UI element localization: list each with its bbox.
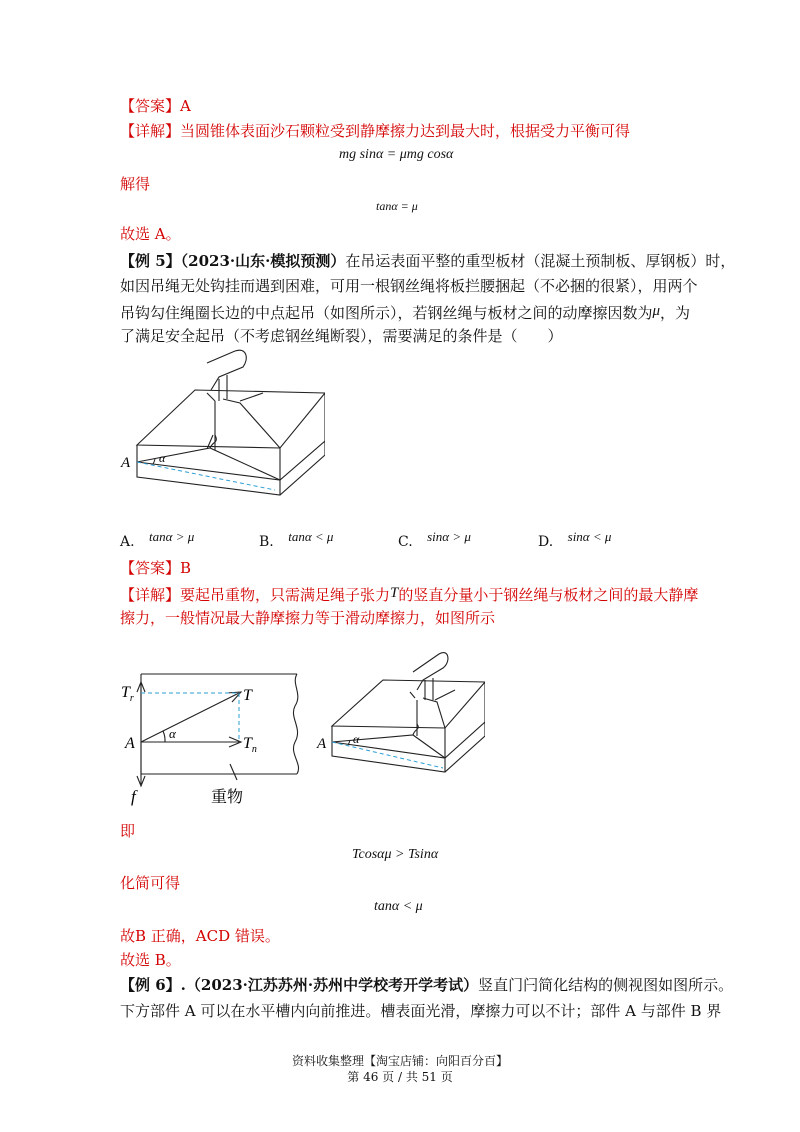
footer-source: 资料收集整理【淘宝店铺：向阳百分百】	[291, 1054, 508, 1068]
option-b[interactable]	[259, 529, 333, 550]
answer-label: 【答案】	[120, 97, 181, 115]
example5-text1: 在吊运表面平整的重型板材（混凝土预制板、厚钢板）时，	[345, 252, 736, 270]
option-c[interactable]	[398, 529, 471, 550]
option-d-expr: sinα < μ	[567, 529, 612, 544]
option-d[interactable]	[538, 529, 611, 550]
example5-line3	[120, 301, 690, 323]
choose-line-1: 故选 A。	[120, 225, 181, 243]
answer-line-1	[120, 96, 191, 116]
figure-board-lifting	[115, 345, 325, 505]
figure-force-diagram	[115, 660, 310, 810]
detail-line-1	[120, 121, 630, 141]
figure3-label-alpha: α	[353, 732, 360, 746]
answer-value: A	[180, 97, 191, 115]
example5-text3b: ，为	[660, 304, 691, 322]
equation-1: mg sinα = μmg cosα	[339, 147, 454, 162]
example5-mu: μ	[652, 303, 661, 319]
example6-source: （2023·江苏苏州·苏州中学校考开学考试）	[185, 976, 479, 994]
example5-line1	[120, 251, 735, 271]
example6-label: 【例 6】.	[120, 976, 186, 994]
option-b-letter: B.	[259, 534, 274, 550]
option-a-letter: A.	[120, 534, 135, 550]
equation-2: tanα = μ	[376, 199, 418, 213]
option-d-letter: D.	[538, 534, 554, 550]
board-top-face	[137, 390, 325, 448]
equation-3: Tcosαμ > Tsinα	[352, 847, 439, 862]
label-alpha-force: α	[169, 726, 176, 741]
option-c-expr: sinα > μ	[427, 529, 471, 544]
detail2-label: 【详解】	[120, 586, 181, 604]
label-f: f	[131, 787, 136, 806]
detail-text: 当圆锥体表面沙石颗粒受到静摩擦力达到最大时，根据受力平衡可得	[180, 122, 631, 140]
label-T: T	[243, 687, 252, 704]
simplify-label: 化简可得	[120, 874, 181, 892]
option-a-expr: tanα > μ	[149, 529, 195, 544]
detail2-text1b: 的竖直分量小于钢丝绳与板材之间的最大静摩	[398, 586, 699, 604]
example5-line2: 如因吊绳无处钩挂而遇到困难，可用一根钢丝绳将板拦腰捆起（不必捆的很紧），用两个	[120, 277, 698, 295]
conclusion-line: 故B 正确，ACD 错误。	[120, 927, 280, 945]
label-Tn: $T_n$	[243, 735, 257, 755]
footer-page-number: 第 46 页 / 共 51 页	[347, 1070, 453, 1084]
solve-label: 解得	[120, 175, 151, 193]
example5-label: 【例 5】	[120, 252, 181, 270]
option-b-expr: tanα < μ	[288, 529, 334, 544]
label-A-force: A	[125, 735, 135, 752]
label-weight: 重物	[211, 789, 244, 806]
equation-4: tanα < μ	[374, 899, 423, 914]
choose-line-2: 故选 B。	[120, 951, 181, 969]
example5-line4: 了满足安全起吊（不考虑钢丝绳断裂），需要满足的条件是（ ）	[120, 327, 563, 345]
detail-label: 【详解】	[120, 122, 181, 140]
detail2-T: T	[390, 585, 399, 601]
example6-line2: 下方部件 A 可以在水平槽内向前推进。槽表面光滑，摩擦力可以不计；部件 A 与部件 B 界	[120, 1002, 722, 1020]
figure1-label-A: A	[121, 455, 131, 471]
example6-line1	[120, 975, 733, 995]
answer-line-2	[120, 558, 191, 578]
figure-board-lifting-2	[315, 640, 485, 790]
example6-text1: 竖直门闩简化结构的侧视图如图所示。	[478, 976, 734, 994]
answer2-label: 【答案】	[120, 559, 181, 577]
option-a[interactable]	[120, 529, 194, 550]
detail2-line2: 擦力，一般情况最大静摩擦力等于滑动摩擦力，如图所示	[120, 609, 496, 627]
detail2-text1a: 要起吊重物，只需满足绳子张力	[180, 586, 391, 604]
figure1-label-alpha: α	[159, 451, 166, 465]
detail2-line1	[120, 583, 698, 605]
ji-label: 即	[120, 822, 136, 840]
example5-source: （2023·山东·模拟预测）	[180, 252, 346, 270]
option-c-letter: C.	[398, 534, 413, 550]
answer2-value: B	[180, 559, 192, 577]
example5-text3a: 吊钩勾住绳圈长边的中点起吊（如图所示），若钢丝绳与板材之间的动摩擦因数为	[120, 304, 653, 322]
figure3-label-A: A	[317, 736, 327, 752]
label-Tr: $T_r$	[121, 684, 134, 704]
